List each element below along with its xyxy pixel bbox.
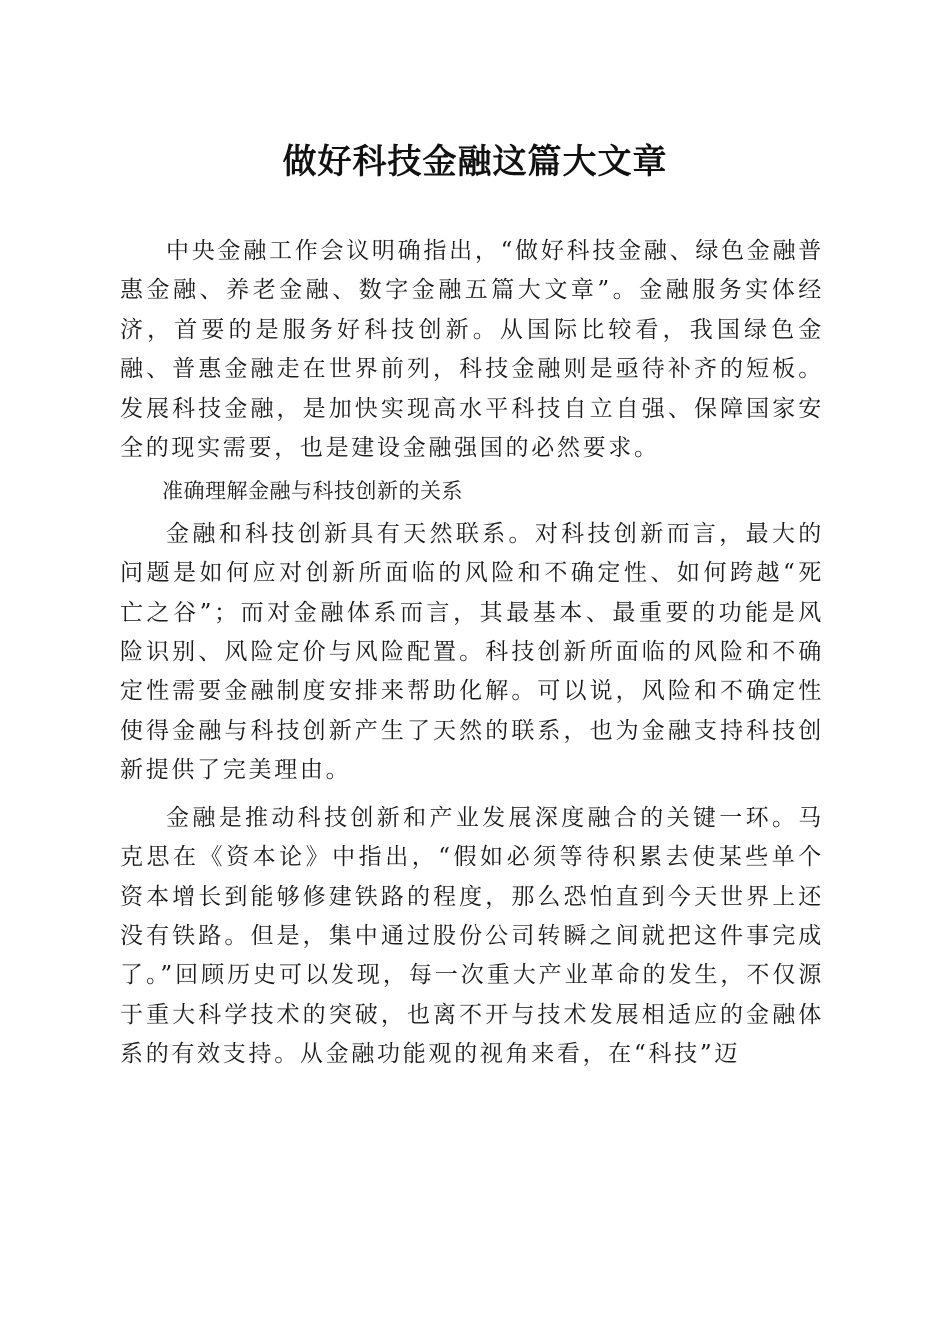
paragraph-finance-and-innovation: 金融和科技创新具有天然联系。对科技创新而言，最大的问题是如何应对创新所面临的风险和不确定性、如何跨越“死亡之谷”；而对金融体系而言，其最基本、最重要的功能是风险识别、风险定价与风险配置。科技创新所面临的风险和不确定性需要金融制度安排来帮助化解。可以说，风险和不确定性使得金融与科技创新产生了天然的联系，也为金融支持科技创新提供了完美理由。 [120,520,824,784]
page-title: 做好科技金融这篇大文章 [282,142,668,182]
paragraph-intro: 中央金融工作会议明确指出，“做好科技金融、绿色金融普惠金融、养老金融、数字金融五篇大文章”。金融服务实体经济，首要的是服务好科技创新。从国际比较看，我国绿色金融、普惠金融走在世界前列，科技金融则是亟待补齐的短板。发展科技金融，是加快实现高水平科技自立自强、保障国家安全的现实需要，也是建设金融强国的必然要求。 [120,238,824,462]
article-body [120,232,824,1075]
paragraph-key-link: 金融是推动科技创新和产业发展深度融合的关键一环。马克思在《资本论》中指出，“假如必须等待积累去使某些单个资本增长到能够修建铁路的程度，那么恐怕直到今天世界上还没有铁路。但是，集中通过股份公司转瞬之间就把这件事完成了。”回顾历史可以发现，每一次重大产业革命的发生，不仅源于重大科学技术的突破，也离不开与技术发展相适应的金融体系的有效支持。从金融功能观的视角来看，在“科技”迈 [120,804,824,1068]
section-heading: 准确理解金融与科技创新的关系 [162,479,463,504]
